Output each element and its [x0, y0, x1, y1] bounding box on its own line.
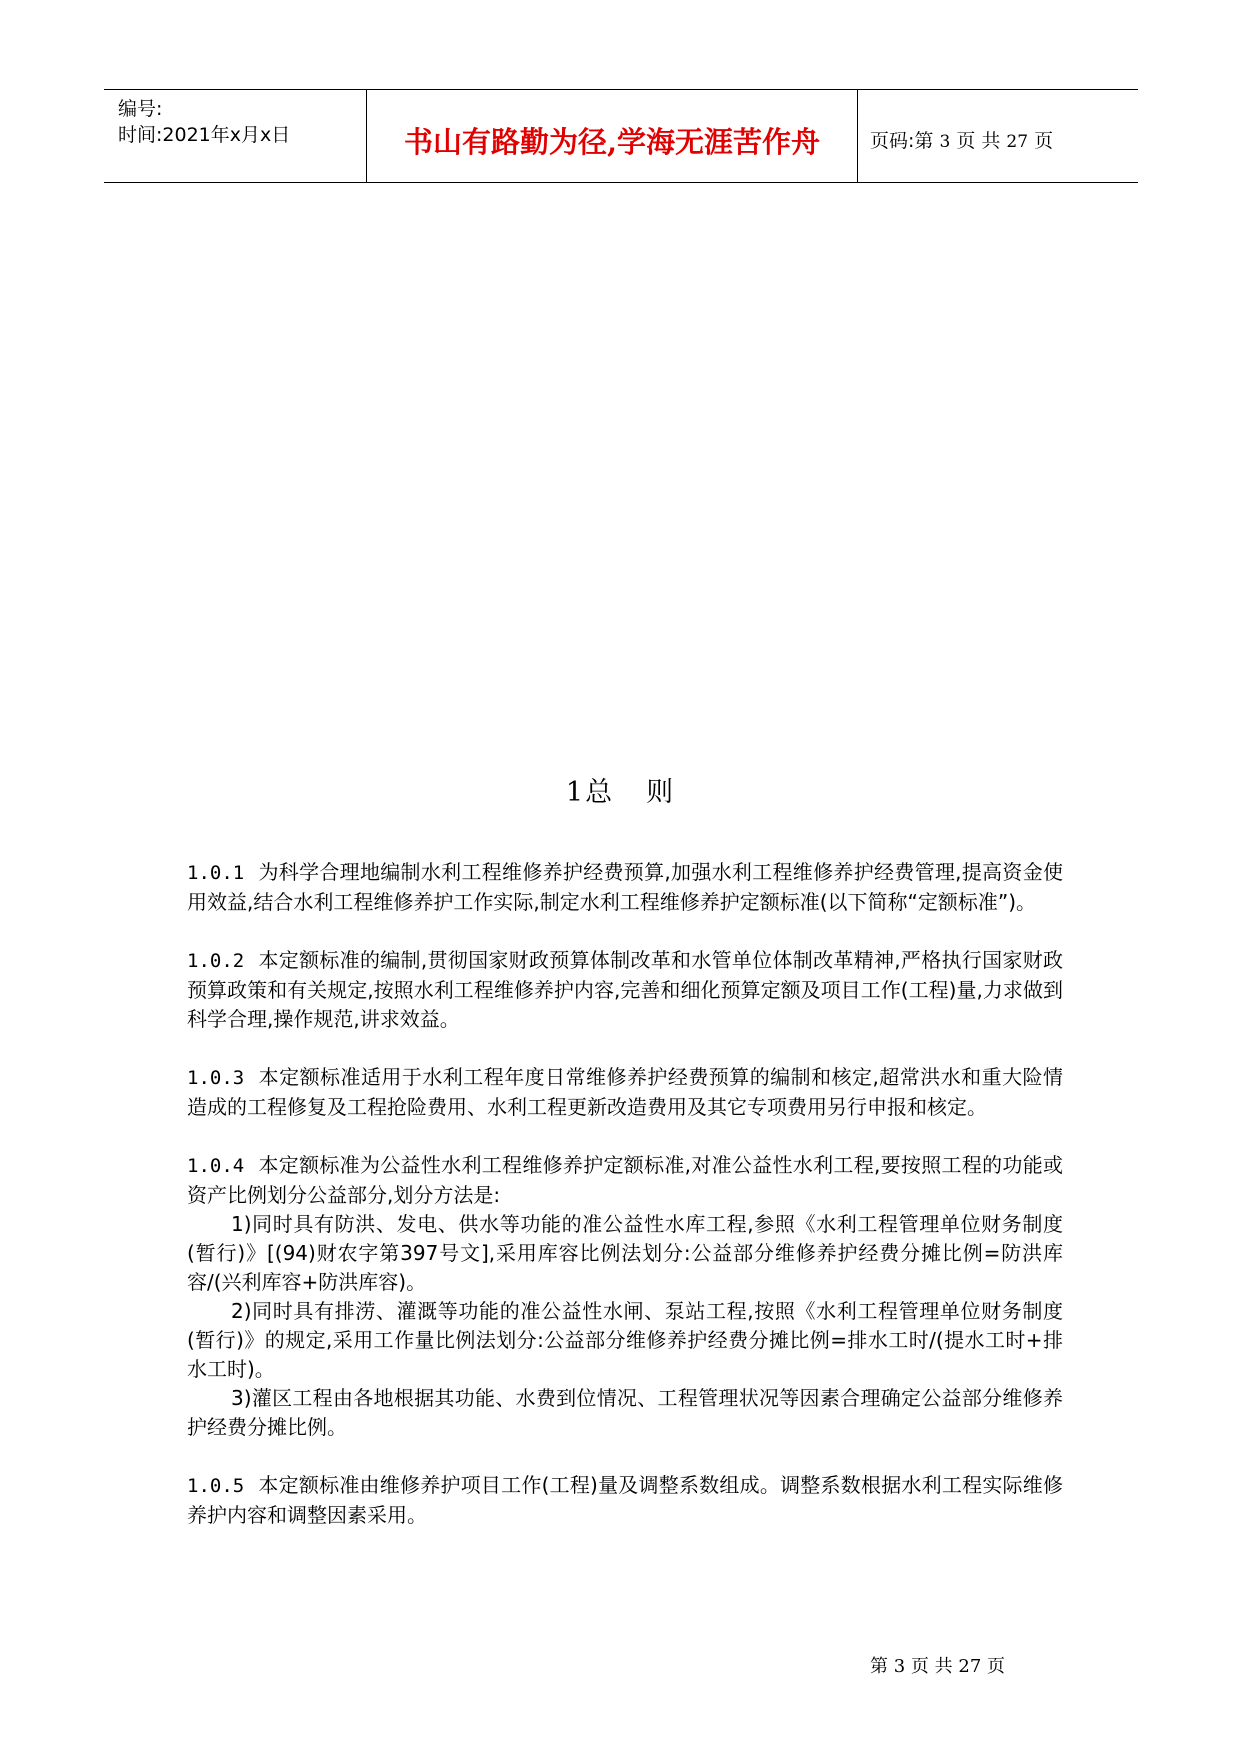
paragraph-1-0-4 — [187, 1151, 1063, 1442]
header-middle-cell — [367, 90, 858, 182]
time-line: 时间:2021年x月x日 — [118, 124, 291, 146]
page-prefix: 页码:第 — [870, 130, 934, 152]
footer-suffix: 页 — [987, 1656, 1006, 1677]
footer-current: 3 — [893, 1656, 906, 1677]
paragraph-1-0-5 — [187, 1471, 1063, 1530]
page-header — [104, 89, 1138, 183]
motto-text: 书山有路勤为径,学海无涯苦作舟 — [403, 125, 821, 159]
paragraph-1-0-2 — [187, 946, 1063, 1034]
chapter-title-word: 则 — [646, 777, 676, 808]
sub-item-1: 1)同时具有防洪、发电、供水等功能的准公益性水库工程,参照《水利工程管理单位财务制度(暂行)》[(94)财农字第397号文],采用库容比例法划分:公益部分维修养护经费分摊比例=防洪库容/(兴利库容+防洪库容)。 — [187, 1212, 1063, 1294]
clause-text: 本定额标准的编制,贯彻国家财政预算体制改革和水管单位体制改革精神,严格执行国家财政预算政策和有关规定,按照水利工程维修养护内容,完善和细化预算定额及项目工作(工程)量,力求做到科学合理,操作规范,讲求效益。 — [187, 948, 1063, 1031]
number-label: 编号: — [118, 98, 163, 120]
footer-mid: 页 共 — [910, 1656, 953, 1677]
sub-item-2: 2)同时具有排涝、灌溉等功能的准公益性水闸、泵站工程,按照《水利工程管理单位财务制度(暂行)》的规定,采用工作量比例法划分:公益部分维修养护经费分摊比例=排水工时/(提水工时+排水工时)。 — [187, 1299, 1063, 1381]
footer-total: 27 — [958, 1656, 982, 1677]
chapter-title — [0, 770, 1241, 809]
paragraph-1-0-1 — [187, 858, 1063, 917]
paragraph-1-0-3 — [187, 1063, 1063, 1122]
page-info — [870, 126, 1053, 153]
page-footer — [870, 1652, 1005, 1678]
page-current: 3 — [939, 132, 951, 152]
clause-number: 1.0.3 — [187, 1067, 245, 1089]
clause-text: 本定额标准由维修养护项目工作(工程)量及调整系数组成。调整系数根据水利工程实际维修养护内容和调整因素采用。 — [187, 1473, 1063, 1527]
header-right-cell — [858, 90, 1138, 182]
header-left-cell — [104, 90, 367, 182]
clause-number: 1.0.4 — [187, 1155, 245, 1177]
chapter-title-num: 1总 — [565, 777, 615, 808]
clause-number: 1.0.5 — [187, 1475, 245, 1497]
page-total: 27 — [1006, 132, 1029, 152]
document-body — [187, 858, 1063, 1559]
page-mid: 页 共 — [956, 130, 1001, 152]
sub-item-3: 3)灌区工程由各地根据其功能、水费到位情况、工程管理状况等因素合理确定公益部分维修养护经费分摊比例。 — [187, 1386, 1063, 1439]
clause-number: 1.0.2 — [187, 950, 245, 972]
clause-text: 本定额标准适用于水利工程年度日常维修养护经费预算的编制和核定,超常洪水和重大险情造成的工程修复及工程抢险费用、水利工程更新改造费用及其它专项费用另行申报和核定。 — [187, 1065, 1063, 1119]
page-suffix: 页 — [1034, 130, 1054, 152]
clause-text: 本定额标准为公益性水利工程维修养护定额标准,对准公益性水利工程,要按照工程的功能或资产比例划分公益部分,划分方法是: — [187, 1153, 1063, 1207]
footer-prefix: 第 — [870, 1656, 888, 1677]
clause-text: 为科学合理地编制水利工程维修养护经费预算,加强水利工程维修养护经费管理,提高资金使用效益,结合水利工程维修养护工作实际,制定水利工程维修养护定额标准(以下简称“定额标准”)。 — [187, 860, 1063, 914]
clause-number: 1.0.1 — [187, 862, 245, 884]
